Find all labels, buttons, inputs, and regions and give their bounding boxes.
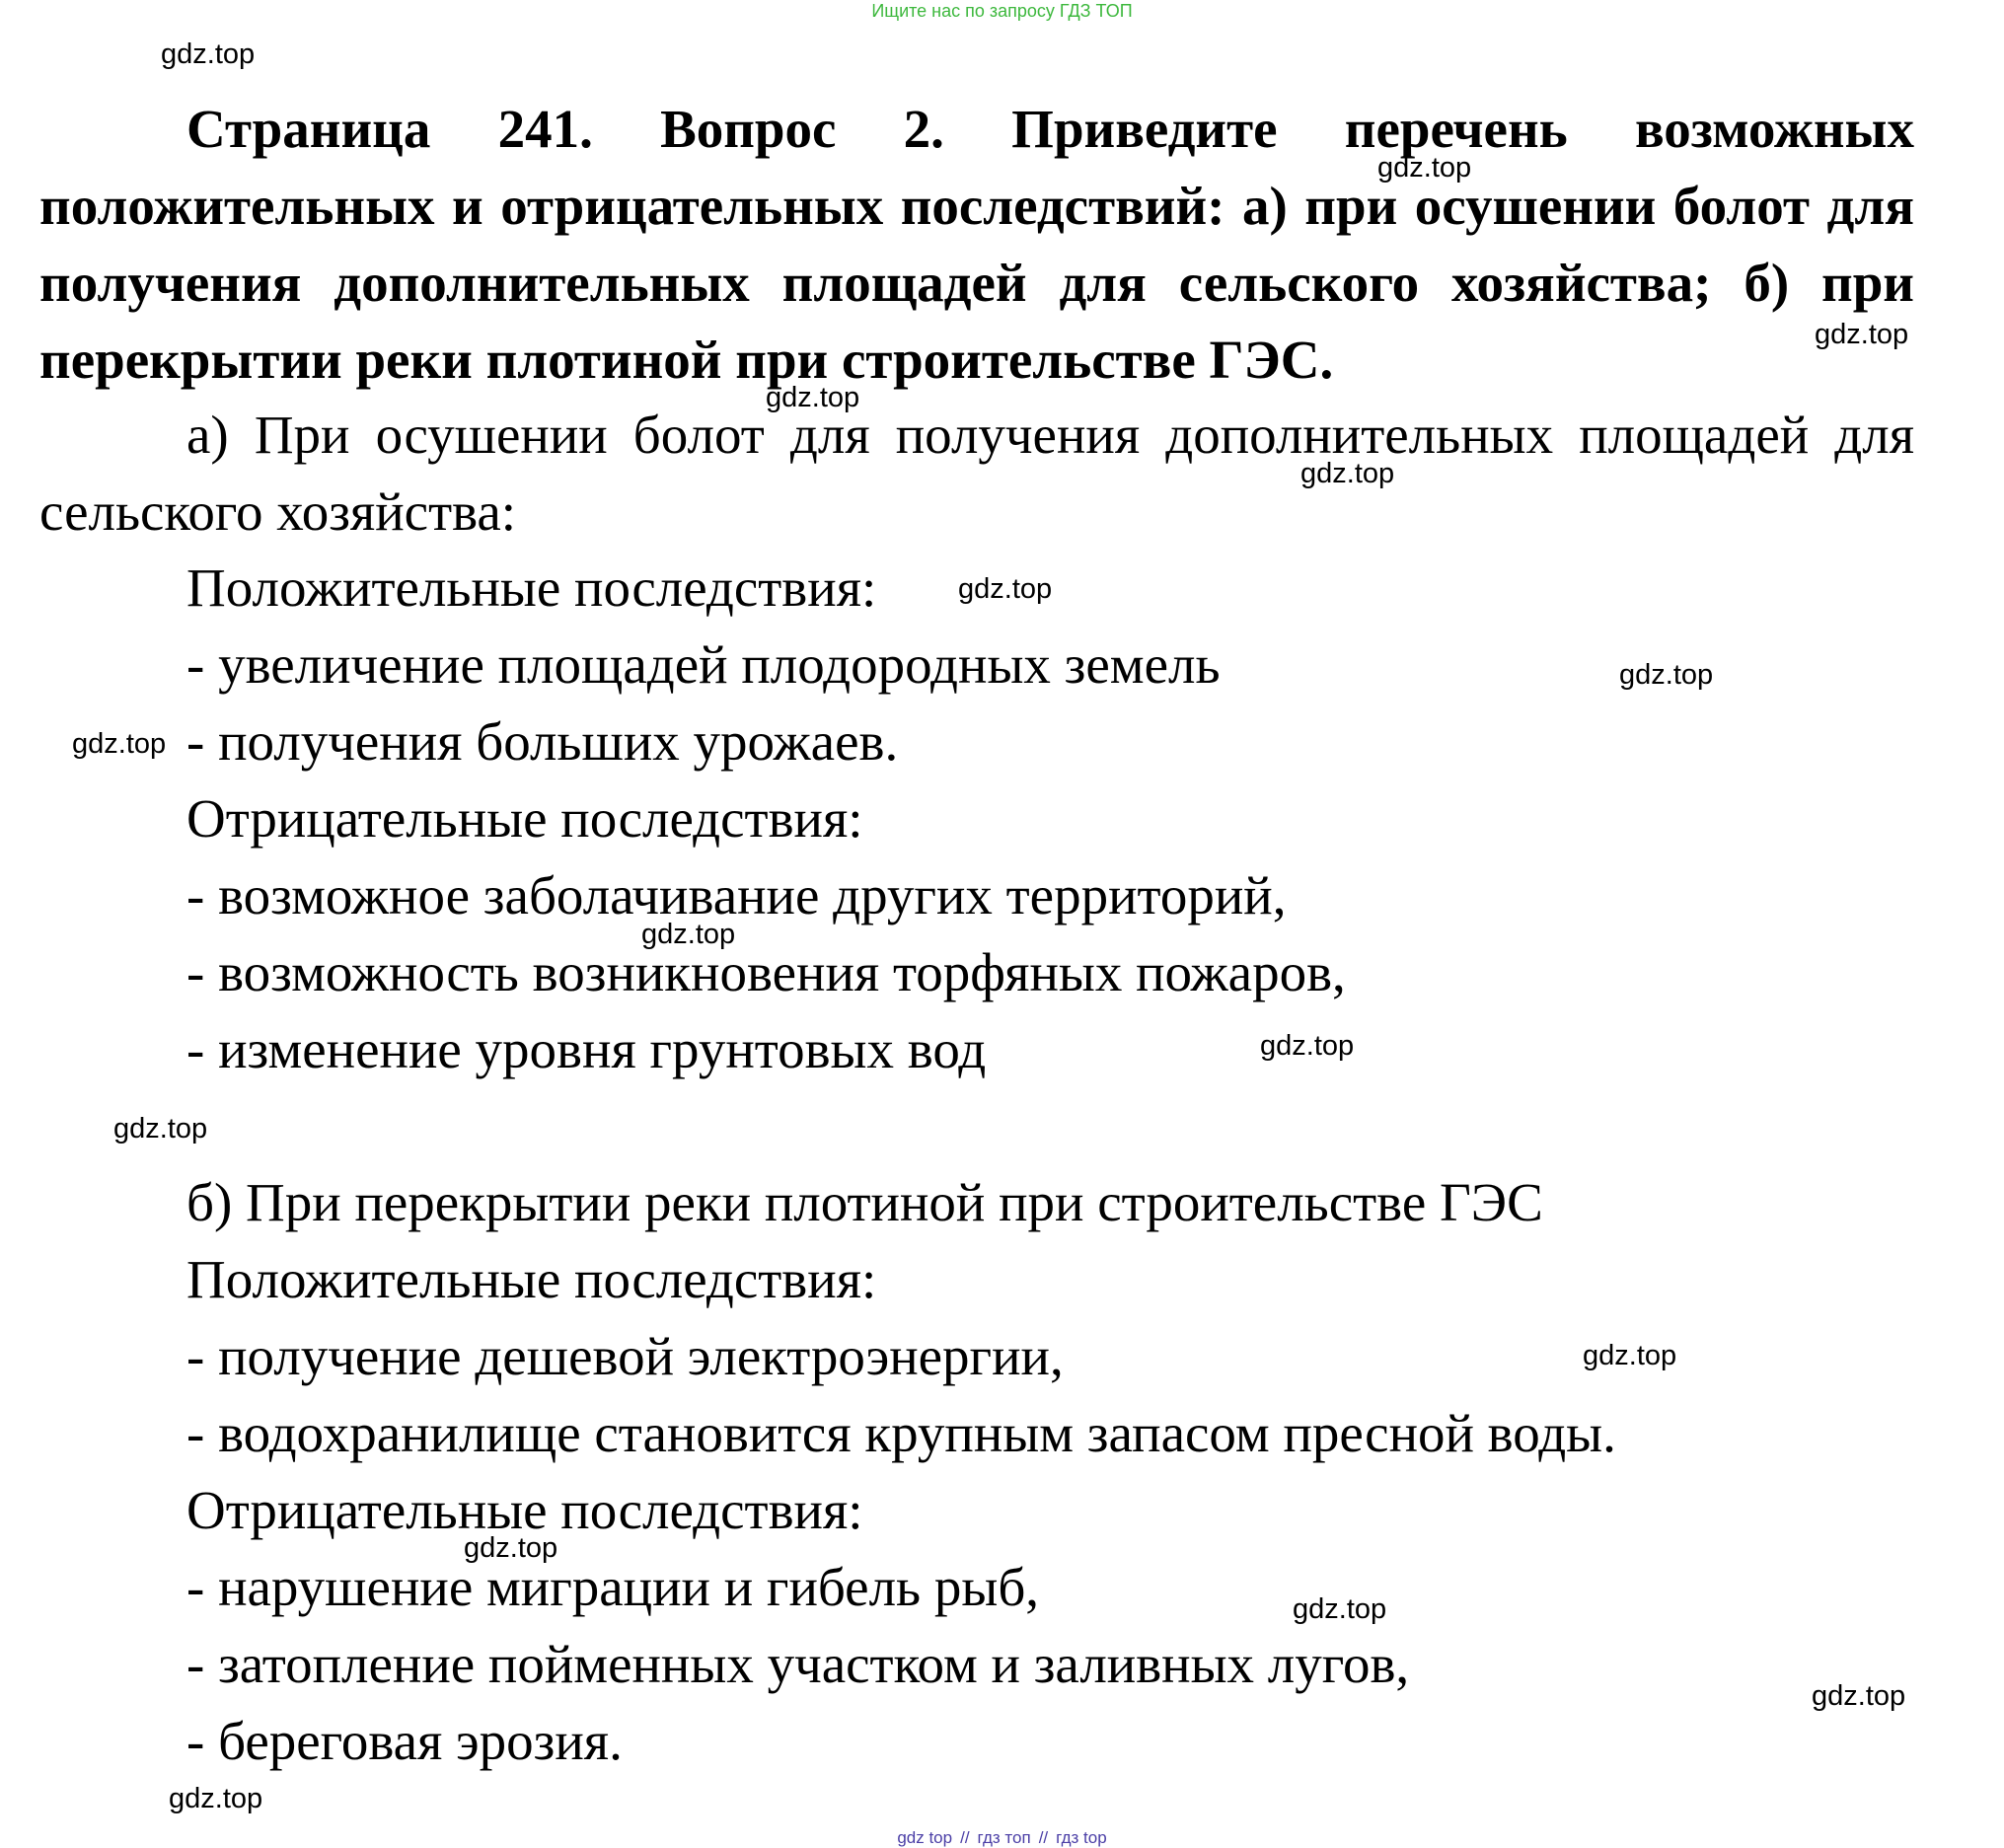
part-a-negative-item: - изменение уровня грунтовых вод — [186, 1019, 987, 1079]
part-b-negative-label: Отрицательные последствия: — [186, 1480, 863, 1540]
watermark: gdz.top — [1815, 319, 1909, 350]
footer-links — [0, 1828, 2004, 1848]
part-b-negative-item: - нарушение миграции и гибель рыб, — [186, 1557, 1040, 1617]
part-b-intro: б) При перекрытии реки плотиной при строительстве ГЭС — [186, 1172, 1543, 1232]
part-b-positive-item: - получение дешевой электроэнергии, — [186, 1326, 1064, 1386]
part-b-negative-item: - береговая эрозия. — [186, 1711, 623, 1771]
footer-link[interactable]: гдз топ — [977, 1828, 1031, 1847]
part-a-negative-item: - возможность возникновения торфяных пожаров, — [186, 942, 1346, 1002]
question-heading: Страница 241. Вопрос 2. Приведите перечень возможных положительных и отрицательных последствий: а) при осушении болот для получения дополнительных площадей для сельского хозяйства; б) при перекрытии реки плотиной при строительстве ГЭС. — [39, 99, 1914, 390]
part-a-negative-item: - возможное заболачивание других территорий, — [186, 865, 1287, 925]
watermark: gdz.top — [1293, 1593, 1387, 1625]
footer-link[interactable]: gdz top — [897, 1828, 953, 1847]
watermark: gdz.top — [1260, 1030, 1355, 1062]
watermark: gdz.top — [766, 382, 860, 413]
watermark: gdz.top — [1300, 458, 1395, 489]
watermark: gdz.top — [72, 728, 167, 760]
watermark: gdz.top — [464, 1532, 558, 1564]
watermark: gdz.top — [641, 919, 736, 950]
part-a-positive-item: - получения больших урожаев. — [186, 711, 899, 772]
footer-link[interactable]: гдз top — [1056, 1828, 1107, 1847]
watermark: gdz.top — [1619, 659, 1714, 691]
footer-separator: // — [1038, 1828, 1049, 1847]
watermark: gdz.top — [161, 38, 256, 70]
footer-separator: // — [960, 1828, 970, 1847]
watermark: gdz.top — [1377, 152, 1472, 184]
watermark: gdz.top — [1583, 1340, 1677, 1371]
part-b-positive-label: Положительные последствия: — [186, 1249, 877, 1309]
part-b-negative-item: - затопление пойменных участком и заливных лугов, — [186, 1634, 1410, 1694]
part-b-positive-item: - водохранилище становится крупным запасом пресной воды. — [186, 1403, 1616, 1463]
watermark: gdz.top — [1812, 1680, 1906, 1712]
part-a-positive-item: - увеличение площадей плодородных земель — [186, 634, 1221, 695]
part-a-intro: а) При осушении болот для получения дополнительных площадей для сельского хозяйства: — [39, 405, 1914, 542]
watermark: gdz.top — [958, 573, 1053, 605]
part-a-positive-label: Положительные последствия: — [186, 557, 877, 618]
part-a-negative-label: Отрицательные последствия: — [186, 788, 863, 849]
watermark: gdz.top — [113, 1113, 208, 1145]
search-banner: Ищите нас по запросу ГДЗ ТОП — [871, 1, 1133, 21]
watermark: gdz.top — [169, 1783, 263, 1814]
